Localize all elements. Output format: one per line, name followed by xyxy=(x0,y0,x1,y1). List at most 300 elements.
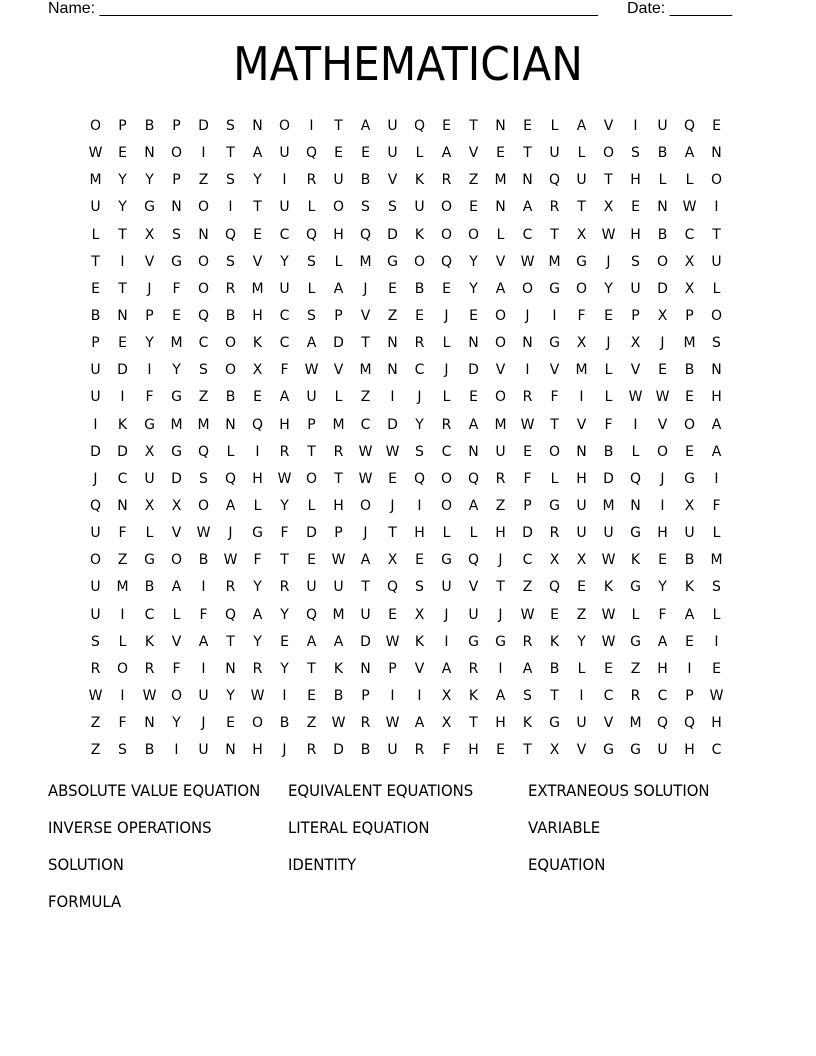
grid-letter: B xyxy=(684,362,695,379)
grid-letter: L xyxy=(145,525,154,542)
word-list-item: VARIABLE xyxy=(528,818,601,837)
grid-letter: G xyxy=(171,443,182,460)
grid-letter: N xyxy=(144,715,155,732)
grid-letter: I xyxy=(309,118,314,134)
grid-letter: E xyxy=(415,307,424,324)
grid-letter: I xyxy=(201,579,206,596)
grid-letter: Q xyxy=(305,606,318,623)
grid-letter: E xyxy=(388,470,397,487)
grid-letter: A xyxy=(441,660,452,677)
grid-letter: R xyxy=(522,389,533,406)
grid-letter: A xyxy=(360,118,371,134)
grid-letter: A xyxy=(279,389,290,406)
grid-letter: Z xyxy=(198,172,209,189)
grid-letter: F xyxy=(172,660,181,677)
grid-letter: H xyxy=(711,389,722,406)
grid-letter: E xyxy=(442,118,451,134)
grid-letter: U xyxy=(279,280,290,297)
grid-letter: G xyxy=(630,742,641,759)
grid-letter: O xyxy=(89,552,102,569)
grid-letter: N xyxy=(387,362,398,379)
grid-letter: J xyxy=(606,335,611,352)
grid-letter: A xyxy=(306,633,317,650)
grid-letter: V xyxy=(252,253,263,270)
grid-letter: W xyxy=(601,226,616,243)
grid-letter: Q xyxy=(467,470,480,487)
grid-letter: C xyxy=(198,335,209,352)
grid-letter: Q xyxy=(305,226,318,243)
grid-letter: M xyxy=(548,253,561,270)
grid-letter: M xyxy=(629,715,642,732)
grid-letter: O xyxy=(548,443,561,460)
grid-letter: U xyxy=(306,389,317,406)
grid-letter: H xyxy=(576,470,587,487)
grid-letter: O xyxy=(494,335,507,352)
grid-letter: O xyxy=(170,145,183,162)
grid-letter: W xyxy=(601,606,616,623)
grid-letter: I xyxy=(714,470,719,487)
grid-letter: X xyxy=(657,307,668,324)
grid-letter: N xyxy=(468,335,479,352)
grid-letter: E xyxy=(550,606,559,623)
grid-letter: F xyxy=(658,606,667,623)
grid-letter: D xyxy=(522,525,533,542)
grid-letter: E xyxy=(658,362,667,379)
grid-letter: I xyxy=(147,362,152,379)
grid-letter: J xyxy=(660,470,665,487)
grid-letter: N xyxy=(198,226,209,243)
grid-letter: O xyxy=(683,416,696,433)
grid-letter: X xyxy=(441,715,452,732)
grid-letter: O xyxy=(440,470,453,487)
grid-letter: J xyxy=(606,253,611,270)
grid-letter: K xyxy=(414,172,425,189)
grid-letter: Q xyxy=(413,118,426,134)
grid-letter: U xyxy=(279,199,290,216)
grid-letter: Q xyxy=(224,606,237,623)
grid-letter: J xyxy=(363,525,368,542)
grid-letter: L xyxy=(712,525,721,542)
grid-letter: T xyxy=(523,742,532,759)
grid-letter: O xyxy=(197,497,210,514)
grid-letter: A xyxy=(441,145,452,162)
grid-letter: R xyxy=(495,470,506,487)
grid-letter: L xyxy=(442,335,451,352)
grid-letter: Q xyxy=(683,715,696,732)
grid-letter: J xyxy=(93,470,98,487)
grid-letter: Q xyxy=(548,579,561,596)
grid-letter: V xyxy=(603,715,614,732)
grid-letter: E xyxy=(280,633,289,650)
grid-letter: M xyxy=(494,416,507,433)
grid-letter: H xyxy=(252,470,263,487)
grid-letter: A xyxy=(522,199,533,216)
grid-letter: A xyxy=(333,633,344,650)
grid-letter: I xyxy=(201,145,206,162)
grid-letter: Y xyxy=(226,687,235,704)
grid-letter: J xyxy=(147,280,152,297)
grid-letter: G xyxy=(441,552,452,569)
grid-letter: W xyxy=(655,389,670,406)
grid-letter: O xyxy=(116,660,129,677)
grid-letter: N xyxy=(711,145,722,162)
grid-letter: Q xyxy=(197,307,210,324)
grid-letter: J xyxy=(444,362,449,379)
grid-letter: O xyxy=(170,687,183,704)
grid-letter: B xyxy=(603,443,614,460)
grid-letter: E xyxy=(442,280,451,297)
grid-letter: U xyxy=(630,280,641,297)
grid-letter: G xyxy=(495,633,506,650)
grid-letter: V xyxy=(171,525,182,542)
grid-letter: U xyxy=(387,742,398,759)
grid-letter: I xyxy=(282,172,287,189)
grid-letter: T xyxy=(226,145,235,162)
grid-letter: D xyxy=(333,742,344,759)
grid-letter: L xyxy=(118,633,127,650)
grid-letter: V xyxy=(468,579,479,596)
grid-letter: A xyxy=(495,280,506,297)
grid-letter: A xyxy=(225,497,236,514)
grid-letter: P xyxy=(631,307,640,324)
grid-letter: G xyxy=(603,742,614,759)
grid-letter: A xyxy=(414,715,425,732)
grid-letter: H xyxy=(657,525,668,542)
grid-letter: C xyxy=(279,335,290,352)
grid-letter: D xyxy=(360,633,371,650)
grid-letter: W xyxy=(358,470,373,487)
grid-letter: N xyxy=(252,118,263,134)
grid-letter: M xyxy=(359,253,372,270)
word-list-item: INVERSE OPERATIONS xyxy=(48,818,212,837)
grid-letter: V xyxy=(360,307,371,324)
grid-letter: L xyxy=(658,172,667,189)
grid-letter: E xyxy=(307,687,316,704)
grid-letter: Q xyxy=(251,416,264,433)
grid-letter: E xyxy=(253,389,262,406)
date-field-line: Date: _______ xyxy=(627,0,732,17)
grid-letter: W xyxy=(601,552,616,569)
grid-letter: L xyxy=(577,145,586,162)
grid-letter: N xyxy=(495,118,506,134)
grid-letter: U xyxy=(468,606,479,623)
grid-letter: P xyxy=(523,497,532,514)
grid-letter: B xyxy=(144,742,155,759)
grid-letter: S xyxy=(388,199,397,216)
grid-letter: Y xyxy=(145,172,154,189)
grid-letter: B xyxy=(360,742,371,759)
grid-letter: E xyxy=(631,199,640,216)
grid-letter: Y xyxy=(280,660,289,677)
grid-letter: Y xyxy=(118,199,127,216)
grid-letter: O xyxy=(170,552,183,569)
grid-letter: Y xyxy=(415,416,424,433)
grid-letter: I xyxy=(120,253,125,270)
grid-letter: V xyxy=(657,416,668,433)
grid-letter: G xyxy=(144,552,155,569)
grid-letter: O xyxy=(305,470,318,487)
grid-letter: L xyxy=(307,280,316,297)
grid-letter: N xyxy=(171,199,182,216)
grid-letter: N xyxy=(468,443,479,460)
grid-letter: C xyxy=(360,416,371,433)
grid-letter: T xyxy=(361,335,370,352)
grid-letter: T xyxy=(91,253,100,270)
grid-letter: E xyxy=(388,280,397,297)
grid-letter: T xyxy=(469,118,478,134)
grid-letter: E xyxy=(361,145,370,162)
grid-letter: J xyxy=(390,497,395,514)
grid-letter: W xyxy=(628,389,643,406)
grid-letter: C xyxy=(522,552,533,569)
grid-letter: T xyxy=(226,633,235,650)
grid-letter: H xyxy=(684,742,695,759)
grid-letter: X xyxy=(441,687,452,704)
grid-letter: I xyxy=(714,633,719,650)
grid-letter: D xyxy=(468,362,479,379)
grid-letter: B xyxy=(684,552,695,569)
grid-letter: H xyxy=(252,307,263,324)
grid-letter: J xyxy=(498,552,503,569)
grid-letter: G xyxy=(549,715,560,732)
grid-letter: D xyxy=(333,335,344,352)
grid-letter: F xyxy=(523,470,532,487)
word-list-item: EQUIVALENT EQUATIONS xyxy=(288,781,474,800)
grid-letter: U xyxy=(576,525,587,542)
grid-letter: K xyxy=(684,579,695,596)
grid-letter: H xyxy=(495,525,506,542)
grid-letter: X xyxy=(414,606,425,623)
grid-letter: T xyxy=(550,416,559,433)
grid-letter: A xyxy=(657,633,668,650)
grid-letter: P xyxy=(91,335,100,352)
grid-letter: E xyxy=(172,307,181,324)
grid-letter: O xyxy=(710,172,723,189)
grid-letter: T xyxy=(712,226,721,243)
grid-letter: M xyxy=(494,172,507,189)
grid-letter: K xyxy=(468,687,479,704)
grid-letter: F xyxy=(118,525,127,542)
grid-letter: U xyxy=(279,145,290,162)
grid-letter: N xyxy=(225,660,236,677)
grid-letter: M xyxy=(251,280,264,297)
word-list-item: EXTRANEOUS SOLUTION xyxy=(528,781,710,800)
word-list-item: SOLUTION xyxy=(48,855,124,874)
grid-letter: X xyxy=(684,253,695,270)
grid-letter: J xyxy=(498,606,503,623)
grid-letter: D xyxy=(117,443,128,460)
grid-letter: W xyxy=(520,606,535,623)
grid-letter: A xyxy=(468,416,479,433)
grid-letter: N xyxy=(117,497,128,514)
grid-letter: A xyxy=(252,145,263,162)
grid-letter: U xyxy=(333,172,344,189)
grid-letter: Z xyxy=(117,552,128,569)
grid-letter: I xyxy=(579,687,584,704)
grid-letter: Y xyxy=(172,715,181,732)
grid-letter: N xyxy=(711,362,722,379)
grid-letter: V xyxy=(630,362,641,379)
grid-letter: S xyxy=(226,118,235,134)
grid-letter: B xyxy=(225,307,236,324)
grid-letter: S xyxy=(172,226,181,243)
grid-letter: E xyxy=(415,552,424,569)
grid-letter: T xyxy=(577,199,586,216)
grid-letter: Z xyxy=(306,715,317,732)
grid-letter: Z xyxy=(522,579,533,596)
grid-letter: P xyxy=(685,307,694,324)
grid-letter: W xyxy=(358,443,373,460)
grid-letter: B xyxy=(657,226,668,243)
grid-letter: L xyxy=(442,389,451,406)
grid-letter: L xyxy=(334,253,343,270)
grid-letter: H xyxy=(333,226,344,243)
grid-letter: V xyxy=(387,172,398,189)
grid-letter: V xyxy=(144,253,155,270)
grid-letter: B xyxy=(549,660,560,677)
grid-letter: L xyxy=(442,525,451,542)
grid-letter: S xyxy=(226,253,235,270)
grid-letter: J xyxy=(660,335,665,352)
grid-letter: L xyxy=(415,145,424,162)
grid-letter: R xyxy=(414,742,425,759)
grid-letter: W xyxy=(304,362,319,379)
grid-letter: Q xyxy=(197,443,210,460)
grid-letter: U xyxy=(576,715,587,732)
grid-letter: E xyxy=(118,145,127,162)
grid-letter: S xyxy=(118,742,127,759)
grid-letter: H xyxy=(414,525,425,542)
grid-letter: G xyxy=(171,389,182,406)
grid-letter: M xyxy=(602,497,615,514)
grid-letter: X xyxy=(684,280,695,297)
grid-letter: F xyxy=(280,362,289,379)
grid-letter: J xyxy=(363,280,368,297)
grid-letter: L xyxy=(631,443,640,460)
grid-letter: E xyxy=(496,145,505,162)
grid-letter: D xyxy=(603,470,614,487)
grid-letter: M xyxy=(332,416,345,433)
grid-letter: M xyxy=(116,579,129,596)
grid-letter: W xyxy=(250,687,265,704)
grid-letter: Z xyxy=(576,606,587,623)
grid-letter: U xyxy=(144,470,155,487)
grid-letter: H xyxy=(333,497,344,514)
grid-letter: E xyxy=(523,118,532,134)
grid-letter: Y xyxy=(118,172,127,189)
grid-letter: E xyxy=(226,715,235,732)
grid-letter: W xyxy=(88,687,103,704)
grid-letter: U xyxy=(387,145,398,162)
grid-letter: M xyxy=(359,362,372,379)
grid-letter: W xyxy=(223,552,238,569)
grid-letter: F xyxy=(199,606,208,623)
grid-letter: D xyxy=(198,118,209,134)
grid-letter: H xyxy=(252,742,263,759)
grid-letter: K xyxy=(252,335,263,352)
grid-letter: J xyxy=(525,307,530,324)
grid-letter: Y xyxy=(280,606,289,623)
grid-letter: U xyxy=(657,742,668,759)
grid-letter: P xyxy=(172,118,181,134)
grid-letter: A xyxy=(306,335,317,352)
grid-letter: T xyxy=(388,525,397,542)
grid-letter: J xyxy=(444,606,449,623)
grid-letter: E xyxy=(388,606,397,623)
grid-letter: C xyxy=(603,687,614,704)
grid-letter: O xyxy=(278,118,291,134)
grid-letter: S xyxy=(307,253,316,270)
grid-letter: Y xyxy=(145,335,154,352)
grid-letter: L xyxy=(172,606,181,623)
word-list-item: ABSOLUTE VALUE EQUATION xyxy=(48,781,261,800)
grid-letter: I xyxy=(417,687,422,704)
grid-letter: F xyxy=(604,416,613,433)
grid-letter: R xyxy=(279,579,290,596)
grid-letter: U xyxy=(90,579,101,596)
grid-letter: U xyxy=(198,687,209,704)
grid-letter: L xyxy=(334,389,343,406)
grid-letter: Q xyxy=(656,715,669,732)
grid-letter: K xyxy=(414,633,425,650)
grid-letter: P xyxy=(388,660,397,677)
grid-letter: O xyxy=(413,253,426,270)
grid-letter: Z xyxy=(468,172,479,189)
grid-letter: S xyxy=(415,443,424,460)
grid-letter: K xyxy=(522,715,533,732)
grid-letter: M xyxy=(332,606,345,623)
grid-letter: Q xyxy=(89,497,102,514)
grid-letter: N xyxy=(495,199,506,216)
grid-letter: Q xyxy=(683,118,696,134)
grid-letter: N xyxy=(576,443,587,460)
grid-letter: A xyxy=(495,687,506,704)
grid-letter: R xyxy=(549,525,560,542)
grid-letter: Q xyxy=(224,470,237,487)
grid-letter: Q xyxy=(548,172,561,189)
grid-letter: S xyxy=(415,579,424,596)
grid-letter: G xyxy=(468,633,479,650)
grid-letter: U xyxy=(306,579,317,596)
grid-letter: W xyxy=(520,416,535,433)
grid-letter: T xyxy=(307,660,316,677)
grid-letter: E xyxy=(604,307,613,324)
grid-letter: N xyxy=(144,145,155,162)
grid-letter: P xyxy=(172,172,181,189)
grid-letter: I xyxy=(498,660,503,677)
grid-letter: U xyxy=(711,253,722,270)
grid-letter: R xyxy=(441,172,452,189)
grid-letter: J xyxy=(417,389,422,406)
grid-letter: I xyxy=(228,199,233,216)
grid-letter: E xyxy=(658,552,667,569)
grid-letter: A xyxy=(684,606,695,623)
grid-letter: Y xyxy=(253,579,262,596)
grid-letter: R xyxy=(549,199,560,216)
grid-letter: N xyxy=(657,199,668,216)
grid-letter: Y xyxy=(577,633,586,650)
grid-letter: V xyxy=(576,742,587,759)
grid-letter: E xyxy=(685,443,694,460)
grid-letter: O xyxy=(332,199,345,216)
grid-letter: H xyxy=(657,660,668,677)
grid-letter: A xyxy=(171,579,182,596)
grid-letter: V xyxy=(333,362,344,379)
grid-letter: N xyxy=(117,307,128,324)
grid-letter: X xyxy=(576,226,587,243)
grid-letter: O xyxy=(197,253,210,270)
grid-letter: H xyxy=(279,416,290,433)
